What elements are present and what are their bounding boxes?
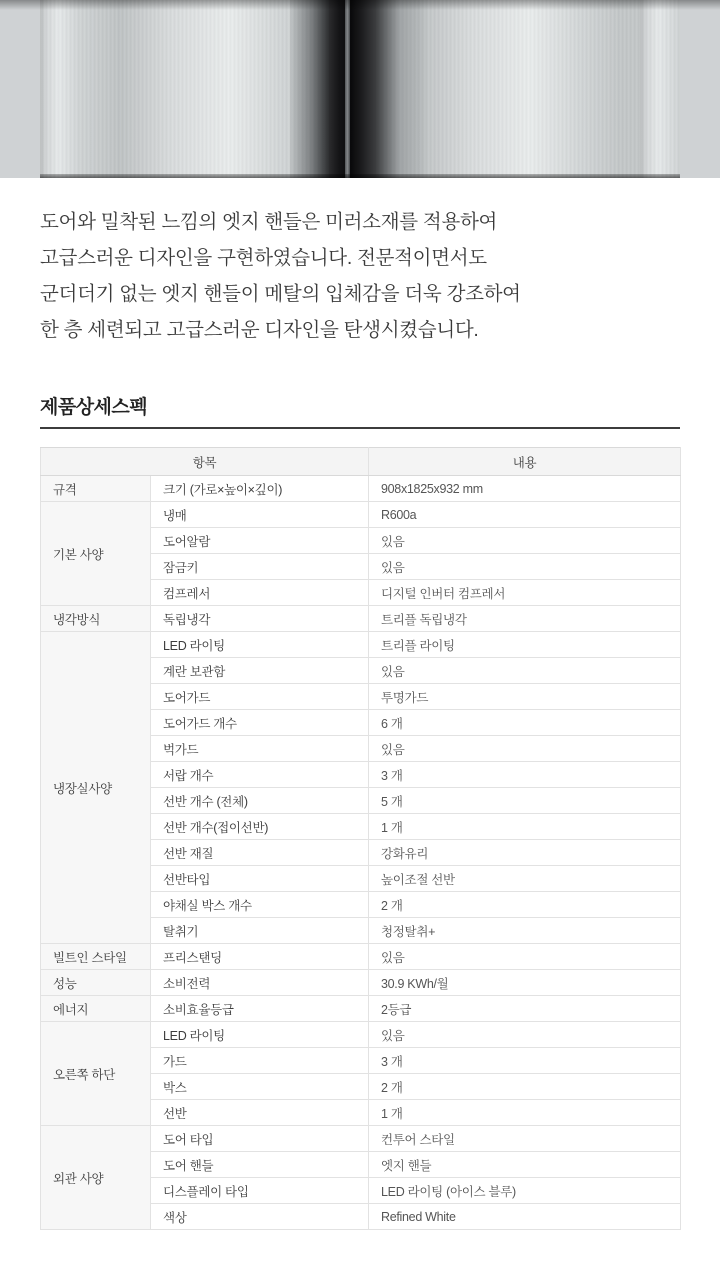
spec-value-cell: 1 개 [369, 814, 681, 840]
spec-item-cell: 소비효율등급 [151, 996, 369, 1022]
right-door-handle [375, 0, 429, 178]
spec-table-body [41, 476, 681, 1230]
description-line-2: 고급스러운 디자인을 구현하였습니다. 전문적이면서도 [40, 247, 487, 269]
spec-item-cell: 냉매 [151, 502, 369, 528]
table-row [41, 1126, 681, 1152]
table-row [41, 996, 681, 1022]
spec-section-title: 제품상세스펙 [40, 392, 680, 429]
spec-item-cell: 도어가드 [151, 684, 369, 710]
table-row [41, 944, 681, 970]
spec-item-cell: 벅가드 [151, 736, 369, 762]
spec-item-cell: 선반타입 [151, 866, 369, 892]
description-line-4: 한 층 세련되고 고급스러운 디자인을 탄생시켰습니다. [40, 319, 479, 341]
spec-category-cell: 규격 [41, 476, 151, 502]
spec-value-cell: 디지털 인버터 컴프레서 [369, 580, 681, 606]
spec-item-cell: 선반 [151, 1100, 369, 1126]
spec-value-cell: 투명가드 [369, 684, 681, 710]
description-line-3: 군더더기 없는 엣지 핸들이 메탈의 입체감을 더욱 강조하여 [40, 283, 521, 305]
spec-value-cell: 있음 [369, 554, 681, 580]
table-row [41, 970, 681, 996]
spec-item-cell: 잠금키 [151, 554, 369, 580]
spec-item-cell: 가드 [151, 1048, 369, 1074]
table-row [41, 1022, 681, 1048]
spec-table-wrapper [40, 447, 680, 1230]
left-door-handle [290, 0, 330, 178]
spec-item-cell: LED 라이팅 [151, 632, 369, 658]
spec-value-cell: 트리플 라이팅 [369, 632, 681, 658]
spec-value-cell: 강화유리 [369, 840, 681, 866]
description-line-1: 도어와 밀착된 느낌의 엣지 핸들은 미러소재를 적용하여 [40, 211, 498, 233]
header-item: 항목 [41, 448, 369, 476]
spec-value-cell: R600a [369, 502, 681, 528]
spec-value-cell: 3 개 [369, 762, 681, 788]
spec-item-cell: 프리스탠딩 [151, 944, 369, 970]
spec-item-cell: 디스플레이 타입 [151, 1178, 369, 1204]
table-row [41, 632, 681, 658]
spec-value-cell: 30.9 KWh/월 [369, 970, 681, 996]
spec-value-cell: Refined White [369, 1204, 681, 1230]
door-gap [329, 0, 375, 178]
spec-value-cell: 5 개 [369, 788, 681, 814]
spec-category-cell: 냉장실사양 [41, 632, 151, 944]
spec-item-cell: 선반 재질 [151, 840, 369, 866]
spec-item-cell: LED 라이팅 [151, 1022, 369, 1048]
spec-value-cell: 3 개 [369, 1048, 681, 1074]
header-value: 내용 [369, 448, 681, 476]
spec-item-cell: 선반 개수 (전체) [151, 788, 369, 814]
product-description [40, 204, 680, 348]
spec-category-cell: 성능 [41, 970, 151, 996]
spec-value-cell: 있음 [369, 736, 681, 762]
spec-item-cell: 도어알람 [151, 528, 369, 554]
spec-item-cell: 박스 [151, 1074, 369, 1100]
table-row [41, 476, 681, 502]
table-row [41, 606, 681, 632]
spec-value-cell: 있음 [369, 528, 681, 554]
spec-category-cell: 오른쪽 하단 [41, 1022, 151, 1126]
spec-item-cell: 컴프레서 [151, 580, 369, 606]
table-row [41, 502, 681, 528]
hero-top-shadow [0, 0, 720, 10]
spec-category-cell: 외관 사양 [41, 1126, 151, 1230]
spec-item-cell: 독립냉각 [151, 606, 369, 632]
spec-category-cell: 에너지 [41, 996, 151, 1022]
spec-value-cell: 있음 [369, 944, 681, 970]
spec-value-cell: 있음 [369, 1022, 681, 1048]
spec-table [40, 447, 681, 1230]
spec-value-cell: 높이조절 선반 [369, 866, 681, 892]
spec-value-cell: 2등급 [369, 996, 681, 1022]
spec-item-cell: 탈취기 [151, 918, 369, 944]
spec-table-head [41, 448, 681, 476]
spec-item-cell: 계란 보관함 [151, 658, 369, 684]
spec-value-cell: 1 개 [369, 1100, 681, 1126]
spec-item-cell: 도어 핸들 [151, 1152, 369, 1178]
spec-category-cell: 빌트인 스타일 [41, 944, 151, 970]
mirror-edge-strip [345, 0, 350, 178]
spec-item-cell: 도어 타입 [151, 1126, 369, 1152]
spec-item-cell: 소비전력 [151, 970, 369, 996]
spec-value-cell: 청정탈취+ [369, 918, 681, 944]
spec-value-cell: 908x1825x932 mm [369, 476, 681, 502]
table-header-row [41, 448, 681, 476]
spec-value-cell: LED 라이팅 (아이스 블루) [369, 1178, 681, 1204]
spec-value-cell: 있음 [369, 658, 681, 684]
spec-item-cell: 도어가드 개수 [151, 710, 369, 736]
spec-value-cell: 6 개 [369, 710, 681, 736]
spec-value-cell: 트리플 독립냉각 [369, 606, 681, 632]
spec-item-cell: 서랍 개수 [151, 762, 369, 788]
spec-item-cell: 크기 (가로×높이×깊이) [151, 476, 369, 502]
spec-value-cell: 2 개 [369, 892, 681, 918]
metal-door-surface [40, 0, 680, 178]
spec-category-cell: 냉각방식 [41, 606, 151, 632]
spec-value-cell: 2 개 [369, 1074, 681, 1100]
product-hero-image [0, 0, 720, 178]
spec-item-cell: 야채실 박스 개수 [151, 892, 369, 918]
spec-value-cell: 엣지 핸들 [369, 1152, 681, 1178]
spec-category-cell: 기본 사양 [41, 502, 151, 606]
spec-item-cell: 선반 개수(접이선반) [151, 814, 369, 840]
spec-item-cell: 색상 [151, 1204, 369, 1230]
hero-bottom-edge [40, 174, 680, 178]
spec-value-cell: 컨투어 스타일 [369, 1126, 681, 1152]
